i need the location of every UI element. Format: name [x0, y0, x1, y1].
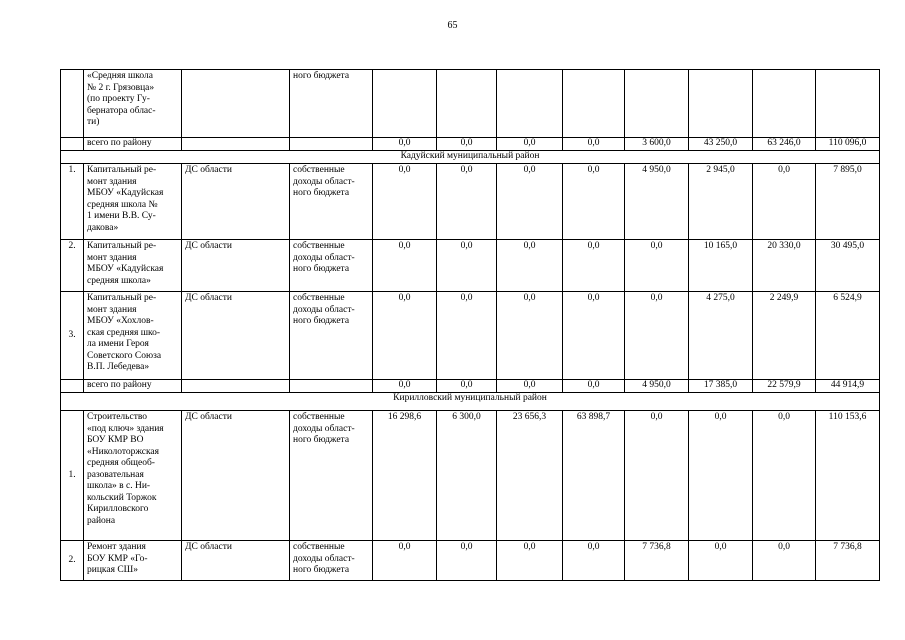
amount-cell: 10 165,0	[689, 240, 753, 292]
amount-cell: 0,0	[373, 292, 437, 380]
row-number: 1.	[61, 164, 84, 240]
row-number: 2.	[61, 240, 84, 292]
funding-source: ного бюджета	[290, 70, 373, 138]
district-name: Кирилловский муниципальный район	[61, 393, 880, 411]
amount-cell: 0,0	[753, 541, 816, 581]
amount-cell: 4 950,0	[625, 380, 689, 393]
amount-cell: 0,0	[497, 164, 563, 240]
amount-cell	[689, 70, 753, 138]
amount-cell: 22 579,9	[753, 380, 816, 393]
responsible-org: ДС области	[182, 240, 290, 292]
project-name: Капитальный ре- монт здания МБОУ «Хохлов- ская средняя шко- ла имени Героя Советского Союза В.П. Лебедева»	[84, 292, 182, 380]
amount-cell: 110 153,6	[816, 411, 880, 541]
amount-cell: 0,0	[497, 240, 563, 292]
amount-cell: 0,0	[437, 380, 497, 393]
row-number	[61, 380, 84, 393]
project-name: Ремонт здания БОУ КМР «Го- рицкая СШ»	[84, 541, 182, 581]
amount-cell: 0,0	[625, 240, 689, 292]
amount-cell	[437, 70, 497, 138]
budget-table	[60, 69, 880, 581]
funding-source: собственные доходы област- ного бюджета	[290, 240, 373, 292]
amount-cell	[753, 70, 816, 138]
amount-cell: 4 950,0	[625, 164, 689, 240]
amount-cell: 0,0	[373, 380, 437, 393]
amount-cell: 7 736,8	[816, 541, 880, 581]
funding-source: собственные доходы област- ного бюджета	[290, 292, 373, 380]
amount-cell: 7 736,8	[625, 541, 689, 581]
amount-cell: 3 600,0	[625, 138, 689, 151]
funding-source: собственные доходы област- ного бюджета	[290, 164, 373, 240]
table-row	[61, 411, 880, 541]
amount-cell: 6 524,9	[816, 292, 880, 380]
funding-source: собственные доходы област- ного бюджета	[290, 541, 373, 581]
table-row	[61, 70, 880, 138]
amount-cell: 0,0	[497, 380, 563, 393]
amount-cell: 0,0	[373, 138, 437, 151]
project-name: Капитальный ре- монт здания МБОУ «Кадуйская средняя школа»	[84, 240, 182, 292]
table-row	[61, 292, 880, 380]
amount-cell	[497, 70, 563, 138]
amount-cell: 0,0	[563, 541, 625, 581]
responsible-org	[182, 138, 290, 151]
funding-source	[290, 380, 373, 393]
amount-cell: 44 914,9	[816, 380, 880, 393]
amount-cell	[625, 70, 689, 138]
amount-cell: 0,0	[497, 541, 563, 581]
amount-cell: 43 250,0	[689, 138, 753, 151]
district-header-row	[61, 393, 880, 411]
amount-cell: 0,0	[437, 240, 497, 292]
district-total-row	[61, 138, 880, 151]
amount-cell: 63 246,0	[753, 138, 816, 151]
district-header-row	[61, 151, 880, 164]
amount-cell: 0,0	[437, 138, 497, 151]
project-name: «Средняя школа № 2 г. Грязовца» (по проекту Гу- бернатора облас- ти)	[84, 70, 182, 138]
amount-cell: 30 495,0	[816, 240, 880, 292]
amount-cell: 0,0	[437, 292, 497, 380]
responsible-org	[182, 70, 290, 138]
amount-cell: 20 330,0	[753, 240, 816, 292]
amount-cell: 0,0	[437, 541, 497, 581]
amount-cell: 2 249,9	[753, 292, 816, 380]
amount-cell: 0,0	[497, 292, 563, 380]
amount-cell: 6 300,0	[437, 411, 497, 541]
amount-cell: 0,0	[497, 138, 563, 151]
table-row	[61, 164, 880, 240]
amount-cell	[373, 70, 437, 138]
amount-cell	[816, 70, 880, 138]
amount-cell: 7 895,0	[816, 164, 880, 240]
amount-cell	[563, 70, 625, 138]
amount-cell: 0,0	[437, 164, 497, 240]
amount-cell: 0,0	[563, 138, 625, 151]
responsible-org: ДС области	[182, 411, 290, 541]
amount-cell: 0,0	[625, 292, 689, 380]
amount-cell: 110 096,0	[816, 138, 880, 151]
table-row	[61, 240, 880, 292]
amount-cell: 16 298,6	[373, 411, 437, 541]
amount-cell: 0,0	[625, 411, 689, 541]
amount-cell: 63 898,7	[563, 411, 625, 541]
amount-cell: 0,0	[753, 411, 816, 541]
funding-source: собственные доходы област- ного бюджета	[290, 411, 373, 541]
row-number	[61, 70, 84, 138]
amount-cell: 2 945,0	[689, 164, 753, 240]
amount-cell: 0,0	[689, 541, 753, 581]
amount-cell: 0,0	[563, 240, 625, 292]
row-number: 3.	[61, 292, 84, 380]
responsible-org: ДС области	[182, 541, 290, 581]
amount-cell: 0,0	[753, 164, 816, 240]
row-number: 1.	[61, 411, 84, 541]
funding-source	[290, 138, 373, 151]
district-total-row	[61, 380, 880, 393]
project-name: Капитальный ре- монт здания МБОУ «Кадуйская средняя школа № 1 имени В.В. Су- дакова»	[84, 164, 182, 240]
row-number: 2.	[61, 541, 84, 581]
total-label: всего по району	[84, 380, 182, 393]
amount-cell: 0,0	[373, 541, 437, 581]
amount-cell: 0,0	[373, 164, 437, 240]
district-name: Кадуйский муниципальный район	[61, 151, 880, 164]
responsible-org	[182, 380, 290, 393]
responsible-org: ДС области	[182, 164, 290, 240]
amount-cell: 0,0	[689, 411, 753, 541]
total-label: всего по району	[84, 138, 182, 151]
amount-cell: 17 385,0	[689, 380, 753, 393]
amount-cell: 0,0	[373, 240, 437, 292]
amount-cell: 0,0	[563, 380, 625, 393]
project-name: Строительство «под ключ» здания БОУ КМР ВО «Николоторжская средняя общеоб- разовательная школа» в с. Ни- кольский Торжок Кирилловского района	[84, 411, 182, 541]
page-number: 65	[447, 20, 458, 31]
row-number	[61, 138, 84, 151]
amount-cell: 4 275,0	[689, 292, 753, 380]
amount-cell: 0,0	[563, 292, 625, 380]
responsible-org: ДС области	[182, 292, 290, 380]
amount-cell: 0,0	[563, 164, 625, 240]
amount-cell: 23 656,3	[497, 411, 563, 541]
table-row	[61, 541, 880, 581]
